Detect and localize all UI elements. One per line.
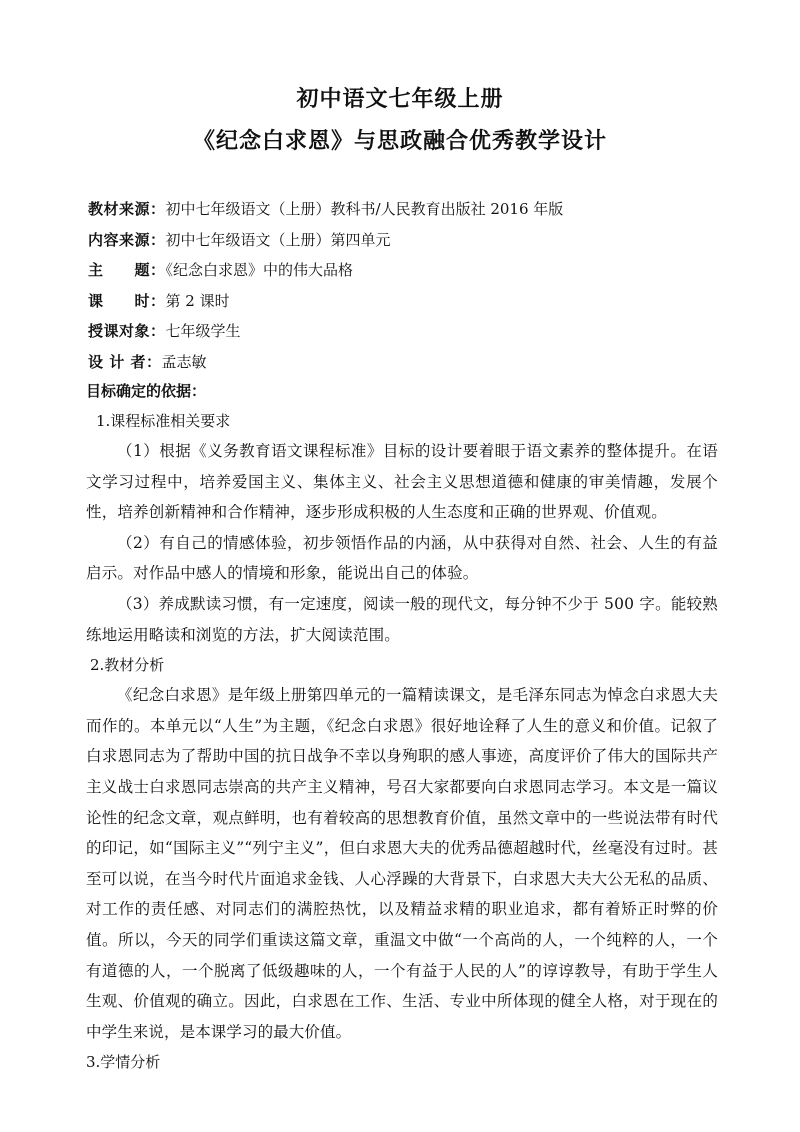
meta-row-source [88,194,718,225]
designer-value: 孟志敏 [161,352,207,371]
meta-row-audience [88,316,718,347]
basis-heading: 目标确定的依据： [86,382,207,400]
meta-row-content [88,225,718,256]
paragraph-standards-3: （3）养成默读习惯，有一定速度，阅读一般的现代文，每分钟不少于 500 字。能较熟练地运用略读和浏览的方法，扩大阅读范围。 [86,594,718,644]
section-heading-standards: 1.课程标准相关要求 [96,412,231,430]
designer-label: 设 计 者： [88,352,162,371]
paragraph-textbook-analysis: 《纪念白求恩》是年级上册第四单元的一篇精读课文，是毛泽东同志为悼念白求恩大夫而作的。本单元以“人生”为主题，《纪念白求恩》很好地诠释了人生的意义和价值。记叙了白求恩同志为了帮助中国的抗日战争不幸以身殉职的感人事迹，高度评价了伟大的国际共产主义战士白求恩同志崇高的共产主义精神，号召大家都要向白求恩同志学习。本文是一篇议论性的纪念文章，观点鲜明，也有着较高的思想教育价值，虽然文章中的一些说法带有时代的印记，如“国际主义”“列宁主义”，但白求恩大夫的优秀品德超越时代，丝毫没有过时。甚至可以说，在当今时代片面追求金钱、人心浮躁的大背景下，白求恩大夫大公无私的品质、对工作的责任感、对同志们的满腔热忱，以及精益求精的职业追求，都有着矫正时弊的价值。所以，今天的同学们重读这篇文章，重温文中做“一个高尚的人，一个纯粹的人，一个有道德的人，一个脱离了低级趣味的人，一个有益于人民的人”的谆谆教导，有助于学生人生观、价值观的确立。因此，白求恩在工作、生活、专业中所体现的健全人格，对于现在的中学生来说，是本课学习的最大价值。 [86,686,718,1041]
document-body [86,376,718,1077]
source-value: 初中七年级语文（上册）教科书/人民教育出版社 2016 年版 [165,200,564,218]
title-line-grade: 初中语文七年级上册 [296,87,504,112]
section-heading-textbook: 2.教材分析 [90,656,165,675]
lesson-meta [88,194,718,377]
title-line-lesson: 《纪念白求恩》与思政融合优秀教学设计 [192,129,607,154]
section-heading-learners: 3.学情分析 [86,1053,161,1072]
topic-label: 主 题： [88,261,166,279]
paragraph-standards-1: （1）根据《义务教育语文课程标准》目标的设计要着眼于语文素养的整体提升。在语文学习过程中，培养爱国主义、集体主义、社会主义思想道德和健康的审美情趣，发展个性，培养创新精神和合作精神，逐步形成积极的人生态度和正确的世界观、价值观。 [86,442,718,522]
audience-value: 七年级学生 [165,322,241,340]
paragraph-standards-2: （2）有自己的情感体验，初步领悟作品的内涵，从中获得对自然、社会、人生的有益启示。对作品中感人的情境和形象，能说出自己的体验。 [86,533,718,583]
content-value: 初中七年级语文（上册）第四单元 [165,230,391,249]
source-label: 教材来源： [88,200,166,218]
meta-row-designer [88,347,718,378]
period-label: 课 时： [88,291,166,310]
meta-row-period [88,286,718,317]
topic-value: 《纪念白求恩》中的伟大品格 [165,261,354,279]
document-title [0,82,800,160]
meta-row-topic [88,255,718,286]
period-value: 第 2 课时 [165,291,230,310]
audience-label: 授课对象： [88,322,166,340]
content-label: 内容来源： [88,230,166,249]
